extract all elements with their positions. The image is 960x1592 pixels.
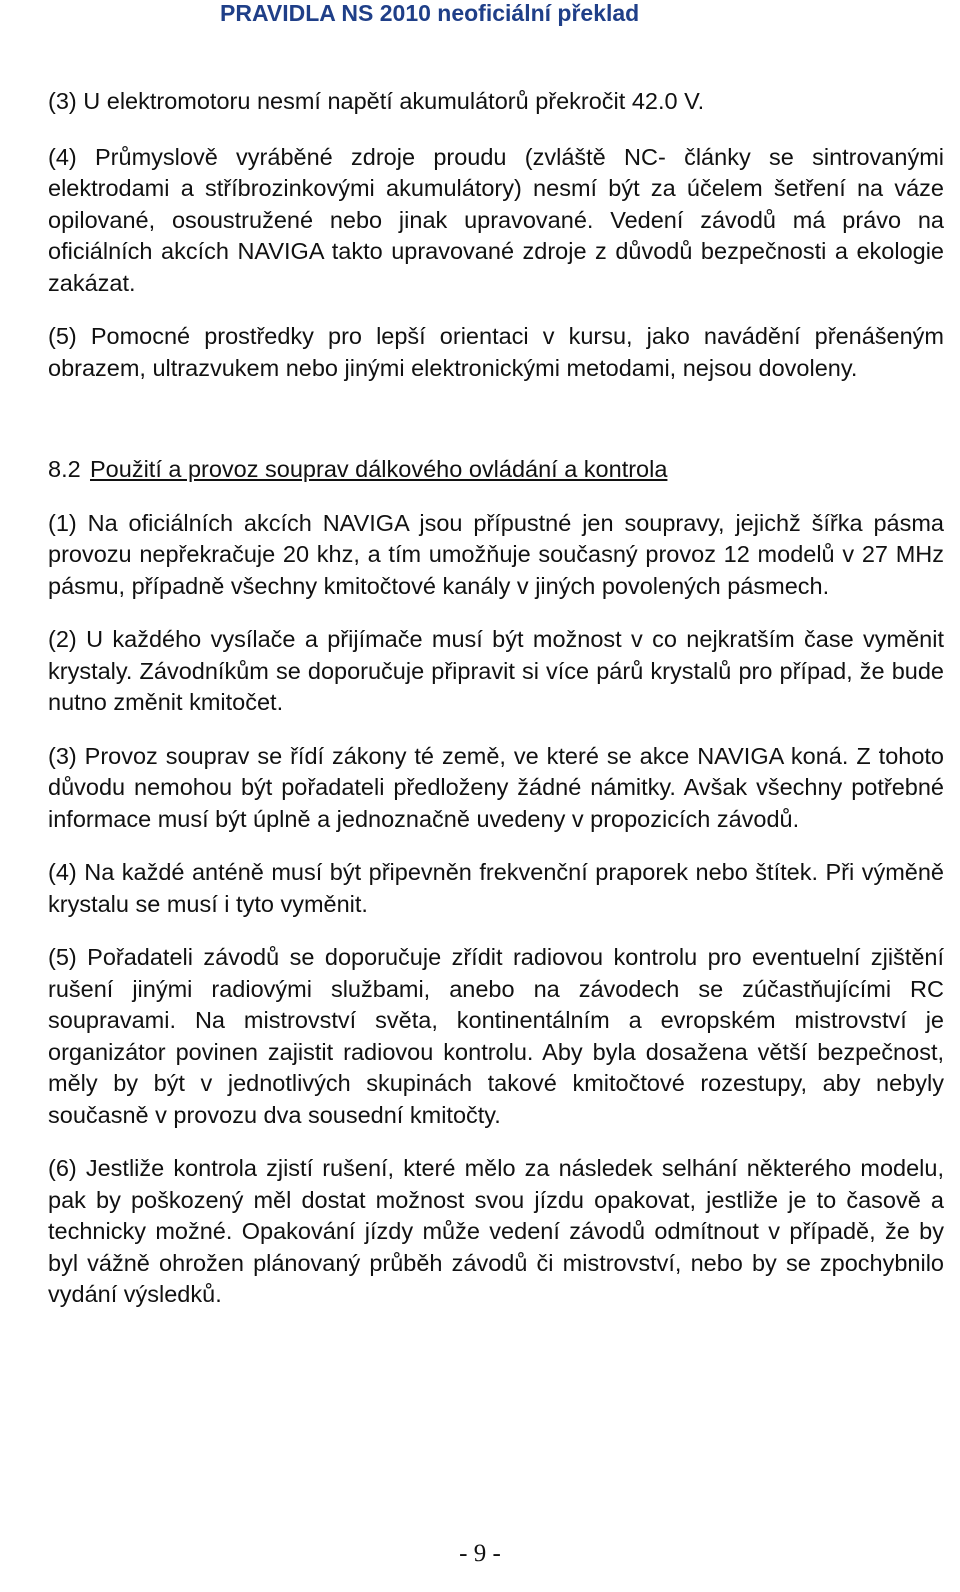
paragraph-5-navigation-aids: (5) Pomocné prostředky pro lepší orientaci v kursu, jako navádění přenášeným obrazem, ultrazvukem nebo jinými elektronickými metodami, nejsou dovoleny. (48, 323, 944, 381)
section-paragraph-3: (3) Provoz souprav se řídí zákony té země, ve které se akce NAVIGA koná. Z tohoto důvodu nemohou být pořadateli předloženy žádné námitky. Avšak všechny potřebné informace musí být úplně a jednoznačně uvedeny v propozicích závodů. (48, 742, 944, 832)
section-paragraph-5: (5) Pořadateli závodů se doporučuje zřídit radiovou kontrolu pro eventuelní zjištění rušení jinými radiovými službami, anebo na závodech se zúčastňujícími RC soupravami. Na mistrovství světa, kontinentálním a evropském mistrovství je organizátor povinen zajistit radiovou kontrolu. Aby byla dosažena větší bezpečnost, měly by být v jednotlivých skupinách takové kmitočtové rozestupy, aby nebyly současně v provozu dva sousední kmitočty. (48, 944, 944, 1128)
paragraph-3-voltage: (3) U elektromotoru nesmí napětí akumulátorů překročit 42.0 V. (48, 88, 705, 114)
section-paragraph-2: (2) U každého vysílače a přijímače musí být možnost v co nejkratším čase vyměnit krystaly. Závodníkům se doporučuje připravit si více párů krystalů pro případ, že bude nutno změnit kmitočet. (48, 626, 944, 715)
section-paragraph-4: (4) Na každé anténě musí být připevněn frekvenční praporek nebo štítek. Při výměně krystalu se musí i tyto vyměnit. (48, 859, 944, 917)
section-number: 8.2 (48, 456, 81, 482)
section-paragraph-6: (6) Jestliže kontrola zjistí rušení, které mělo za následek selhání některého modelu, pak by poškozený měl dostat možnost svou jízdu opakovat, jestliže je to časově a technicky možné. Opakování jízdy může vedení závodů odmítnout v případě, že by byl vážně ohrožen plánovaný průběh závodů či mistrovství, nebo by se zpochybnilo vydání výsledků. (48, 1155, 944, 1307)
section-paragraph-1: (1) Na oficiálních akcích NAVIGA jsou přípustné jen soupravy, jejichž šířka pásma provozu nepřekračuje 20 khz, a tím umožňuje současný provoz 12 modelů v 27 MHz pásmu, případně všechny kmitočtové kanály v jiných povolených pásmech. (48, 509, 944, 599)
document-body (48, 86, 944, 1333)
paragraph-4-power-sources: (4) Průmyslově vyráběné zdroje proudu (zvláště NC- články se sintrovanými elektrodami a stříbrozinkovými akumulátory) nesmí být za účelem šetření na váze opilované, osoustružené nebo jinak upravované. Vedení závodů má právo na oficiálních akcích NAVIGA takto upravované zdroje z důvodů bezpečnosti a ekologie zakázat. (48, 143, 944, 296)
page-number: - 9 - (459, 1540, 501, 1567)
page-header: PRAVIDLA NS 2010 neoficiální překlad (220, 0, 640, 26)
section-title: Použití a provoz souprav dálkového ovládání a kontrola (90, 456, 668, 482)
section-heading (48, 454, 944, 486)
